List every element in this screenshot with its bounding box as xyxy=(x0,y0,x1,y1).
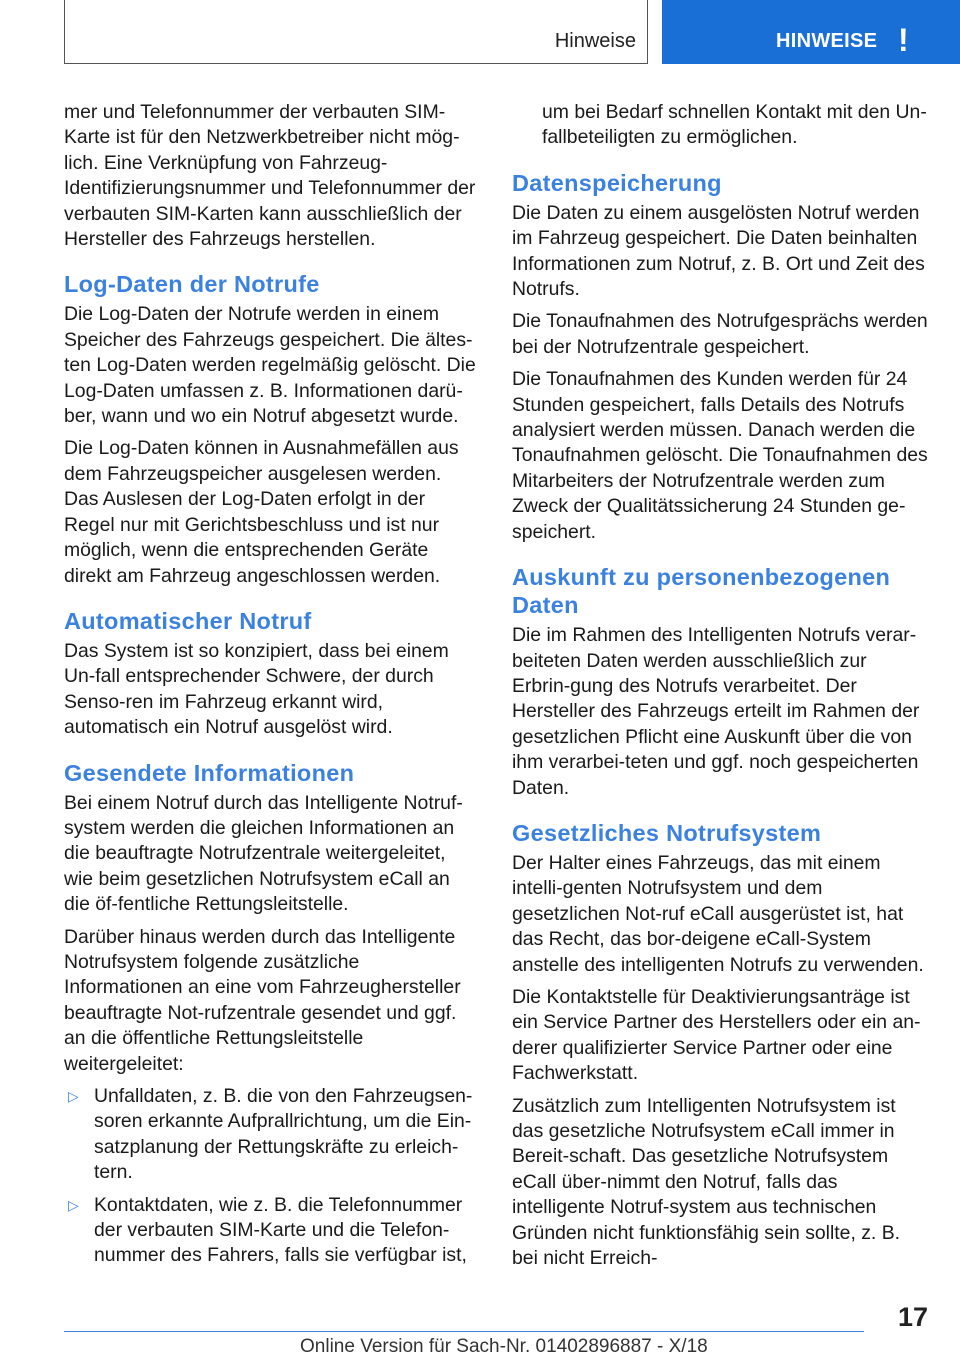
list-item-continuation: um bei Bedarf schnellen Kontakt mit den Un-fallbeteiligten zu ermöglichen. xyxy=(542,101,927,149)
header-chapter-title: HINWEISE xyxy=(776,30,878,52)
section-heading: Datenspeicherung xyxy=(512,169,722,196)
list-item xyxy=(64,1193,480,1269)
footer-divider xyxy=(64,1331,864,1332)
paragraph: Zusätzlich zum Intelligenten Notrufsystem ist das gesetzliche Notrufsystem eCall immer in Bereit-schaft. Das gesetzliche Notrufsystem eCall über-nimmt den Notruf, falls das intelligente Notruf-system aus technischen Gründen nicht funktionsfähig sein sollte, z. B. bei nicht Erreich- xyxy=(512,1094,901,1270)
page-number: 17 xyxy=(897,1302,928,1332)
exclamation-icon: ! xyxy=(898,22,909,58)
list-item-text: Unfalldaten, z. B. die von den Fahrzeugsen-soren erkannte Aufprallrichtung, um die Ein-satzplanung der Rettungskräfte zu erleich-tern. xyxy=(94,1085,473,1184)
triangle-bullet-icon: ▷ xyxy=(68,1196,79,1213)
paragraph: Die Daten zu einem ausgelösten Notruf werden im Fahrzeug gespeichert. Die Daten beinhalten Informationen zum Notruf, z. B. Ort und Zeit des Notrufs. xyxy=(512,201,925,301)
paragraph: Der Halter eines Fahrzeugs, das mit einem intelli-genten Notrufsystem und dem gesetzlichen Not-ruf eCall ausgerüstet ist, hat das Recht, das bor-deigene eCall-System anstelle des intelligenten Notrufs zu verwenden. xyxy=(512,851,924,976)
header-section-title: Hinweise xyxy=(554,30,636,52)
list-item-text: Kontaktdaten, wie z. B. die Telefonnummer der verbauten SIM-Karte und die Telefon-nummer des Fahrers, falls sie verfügbar ist, xyxy=(94,1193,467,1267)
paragraph: Die Tonaufnahmen des Notrufgesprächs werden bei der Notrufzentrale gespeichert. xyxy=(512,310,928,358)
paragraph: Die Log-Daten der Notrufe werden in einem Speicher des Fahrzeugs gespeichert. Die ältes-ten Log-Daten werden regelmäßig gelöscht. Die Log-Daten umfassen z. B. Informationen darü-ber, wann und wo ein Notruf abgesetzt wurde. xyxy=(64,303,476,428)
section-heading: Gesetzliches Notrufsystem xyxy=(512,819,822,846)
header-chapter-tab xyxy=(662,0,960,64)
paragraph: Die im Rahmen des Intelligenten Notrufs verar-beiteten Daten werden ausschließlich zur Erbrin-gung des Notrufs verarbeitet. Der Hersteller des Fahrzeugs erteilt im Rahmen der gesetzlichen Pflicht eine Auskunft über die von ihm verarbei-teten und ggf. noch gespeicherten Daten. xyxy=(512,624,920,799)
left-column xyxy=(64,100,480,1276)
list-item xyxy=(64,1084,480,1186)
footer-online-version: Online Version für Sach-Nr. 01402896887 - X/18 xyxy=(300,1336,708,1357)
paragraph: Die Kontaktstelle für Deaktivierungsanträge ist ein Service Partner des Herstellers oder ein an-derer qualifizierter Service Partner oder eine Fachwerkstatt. xyxy=(512,985,921,1085)
paragraph: Das System ist so konzipiert, dass bei einem Un-fall entsprechender Schwere, der durch Senso-ren im Fahrzeug erkannt wird, automatisch ein Notruf ausgelöst wird. xyxy=(64,639,449,739)
paragraph: mer und Telefonnummer der verbauten SIM-Karte ist für den Netzwerkbetreiber nicht mög-lich. Eine Verknüpfung von Fahrzeug-Identifizierungsnummer und Telefonnummer der verbauten SIM-Karten kann ausschließlich der Hersteller des Fahrzeugs herstellen. xyxy=(64,101,476,251)
bullet-list xyxy=(64,1084,480,1269)
triangle-bullet-icon: ▷ xyxy=(68,1088,79,1104)
right-column xyxy=(512,100,928,1278)
section-heading: Gesendete Informationen xyxy=(64,759,355,786)
section-heading: Automatischer Notruf xyxy=(64,607,312,634)
paragraph: Die Log-Daten können in Ausnahmefällen aus dem Fahrzeugspeicher ausgelesen werden. Das Auslesen der Log-Daten erfolgt in der Regel nur mit Gerichtsbeschluss und ist nur möglich, wenn die entsprechenden Geräte direkt am Fahrzeug angeschlossen werden. xyxy=(64,437,459,587)
section-heading: Log-Daten der Notrufe xyxy=(64,271,320,298)
paragraph: Darüber hinaus werden durch das Intelligente Notrufsystem folgende zusätzliche Informationen an eine vom Fahrzeughersteller beauftragte Not-rufzentrale gesendet und ggf. an die öffentliche Rettungsleitstelle weitergeleitet: xyxy=(64,925,461,1075)
paragraph: Bei einem Notruf durch das Intelligente Notruf-system werden die gleichen Informationen an die beauftragte Notrufzentrale weitergeleitet, wie beim gesetzlichen Notrufsystem eCall an die öf-fentliche Rettungsleitstelle. xyxy=(64,791,463,916)
paragraph: Die Tonaufnahmen des Kunden werden für 24 Stunden gespeichert, falls Details des Notrufs analysiert werden müssen. Danach werden die Tonaufnahmen gelöscht. Die Tonaufnahmen des Mitarbeiters der Notrufzentrale werden zum Zweck der Qualitätssicherung 24 Stunden ge-speichert. xyxy=(512,368,928,543)
section-heading: Auskunft zu personenbezogenen Daten xyxy=(512,564,891,619)
